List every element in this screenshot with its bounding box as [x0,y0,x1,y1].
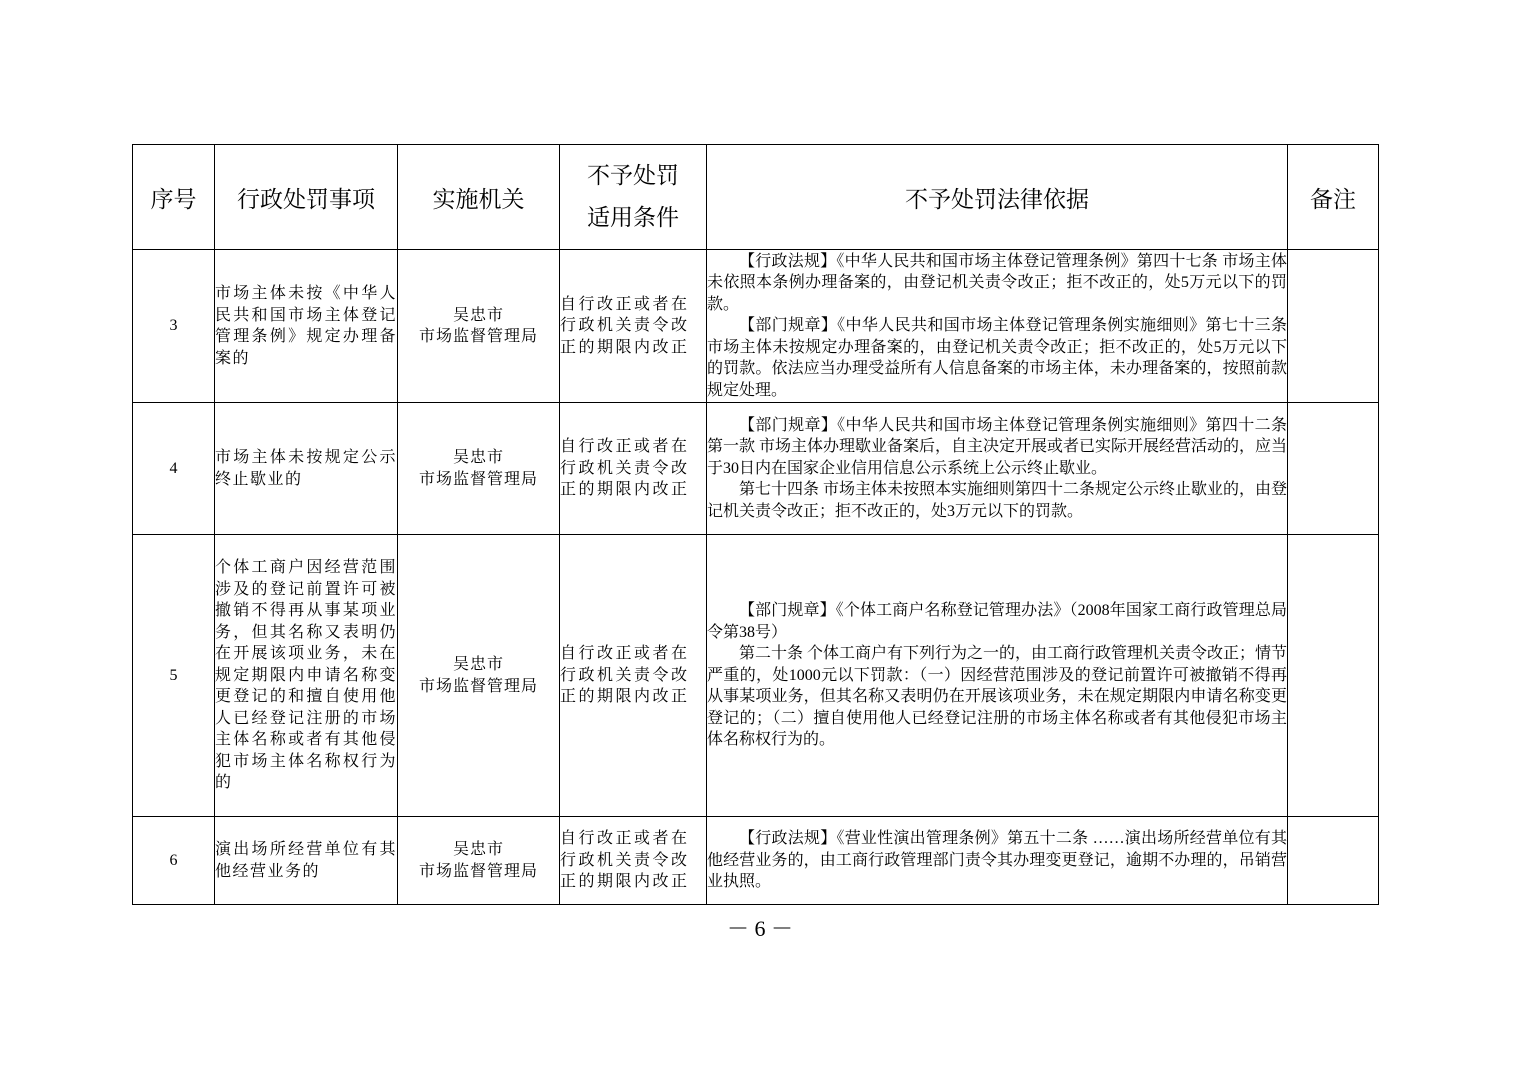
legal-basis-paragraph: 【部门规章】《个体工商户名称登记管理办法》（2008年国家工商行政管理总局令第38号） [707,602,1287,641]
header-remarks: 备注 [1288,145,1379,250]
remarks [1288,250,1379,403]
agency-line1: 吴忠市 [452,841,504,858]
row-number: 5 [133,535,215,817]
legal-basis-paragraph: 【部门规章】《中华人民共和国市场主体登记管理条例实施细则》第七十三条 市场主体未按规定办理备案的，由登记机关责令改正；拒不改正的，处5万元以下的罚款。依法应当办理受益所有人信息备案的市场主体，未办理备案的，按照前款规定处理。 [707,317,1287,399]
penalty-exemption-table [132,144,1379,905]
header-basis: 不予处罚法律依据 [707,145,1288,250]
legal-basis-paragraph: 第二十条 个体工商户有下列行为之一的，由工商行政管理机关责令改正；情节严重的，处1000元以下罚款：（一）因经营范围涉及的登记前置许可被撤销不得再从事某项业务，但其名称又表明仍在开展该项业务，未在规定期限内申请名称变更登记的；（二）擅自使用他人已经登记注册的市场主体名称或者有其他侵犯市场主体名称权行为的。 [707,645,1288,749]
header-no: 序号 [133,145,215,250]
agency [398,403,560,535]
legal-basis [707,403,1288,535]
agency [398,817,560,905]
legal-basis [707,250,1288,403]
legal-basis-paragraph: 【部门规章】《中华人民共和国市场主体登记管理条例实施细则》第四十二条第一款 市场主体办理歇业备案后，自主决定开展或者已实际开展经营活动的，应当于30日内在国家企业信用信息公示系统上公示终止歇业。 [707,416,1288,477]
header-agency: 实施机关 [398,145,560,250]
agency [398,250,560,403]
row-number: 4 [133,403,215,535]
header-condition [560,145,707,250]
agency-line1: 吴忠市 [452,656,504,673]
legal-basis [707,817,1288,905]
agency-line2: 市场监督管理局 [418,328,538,345]
penalty-item: 市场主体未按规定公示终止歇业的 [215,403,398,535]
legal-basis-paragraph: 第七十四条 市场主体未按照本实施细则第四十二条规定公示终止歇业的，由登记机关责令改正；拒不改正的，处3万元以下的罚款。 [707,481,1288,520]
page-number: － 6 － [726,916,793,941]
legal-basis-paragraph: 【行政法规】《中华人民共和国市场主体登记管理条例》第四十七条 市场主体未依照本条例办理备案的，由登记机关责令改正；拒不改正的，处5万元以下的罚款。 [707,252,1287,313]
penalty-item: 个体工商户因经营范围涉及的登记前置许可被撤销不得再从事某项业务，但其名称又表明仍在开展该项业务，未在规定期限内申请名称变更登记的和擅自使用他人已经登记注册的市场主体名称或者有其他侵犯市场主体名称权行为的 [215,535,398,817]
agency-line1: 吴忠市 [452,306,504,324]
remarks [1288,535,1379,817]
penalty-item: 市场主体未按《中华人民共和国市场主体登记管理条例》规定办理备案的 [215,250,398,403]
header-condition-line2: 适用条件 [587,205,679,231]
table-row [133,817,1379,905]
penalty-item: 演出场所经营单位有其他经营业务的 [215,817,398,905]
legal-basis [707,535,1288,817]
agency-line2: 市场监督管理局 [418,862,538,880]
exemption-condition: 自行改正或者在行政机关责令改正的期限内改正 [560,817,707,905]
table-row [133,403,1379,535]
header-item: 行政处罚事项 [215,145,398,250]
table-row [133,535,1379,817]
legal-basis-paragraph: 【行政法规】《营业性演出管理条例》第五十二条 ……演出场所经营单位有其他经营业务的，由工商行政管理部门责令其办理变更登记，逾期不办理的，吊销营业执照。 [707,830,1287,891]
remarks [1288,403,1379,535]
agency [398,535,560,817]
agency-line1: 吴忠市 [452,449,504,466]
exemption-condition: 自行改正或者在行政机关责令改正的期限内改正 [560,403,707,535]
exemption-condition: 自行改正或者在行政机关责令改正的期限内改正 [560,535,707,817]
table-row [133,250,1379,403]
header-condition-line1: 不予处罚 [587,163,679,189]
agency-line2: 市场监督管理局 [418,677,538,695]
row-number: 6 [133,817,215,905]
row-number: 3 [133,250,215,403]
table-header-row [133,145,1379,250]
remarks [1288,817,1379,905]
agency-line2: 市场监督管理局 [418,470,538,488]
exemption-condition: 自行改正或者在行政机关责令改正的期限内改正 [560,250,707,403]
